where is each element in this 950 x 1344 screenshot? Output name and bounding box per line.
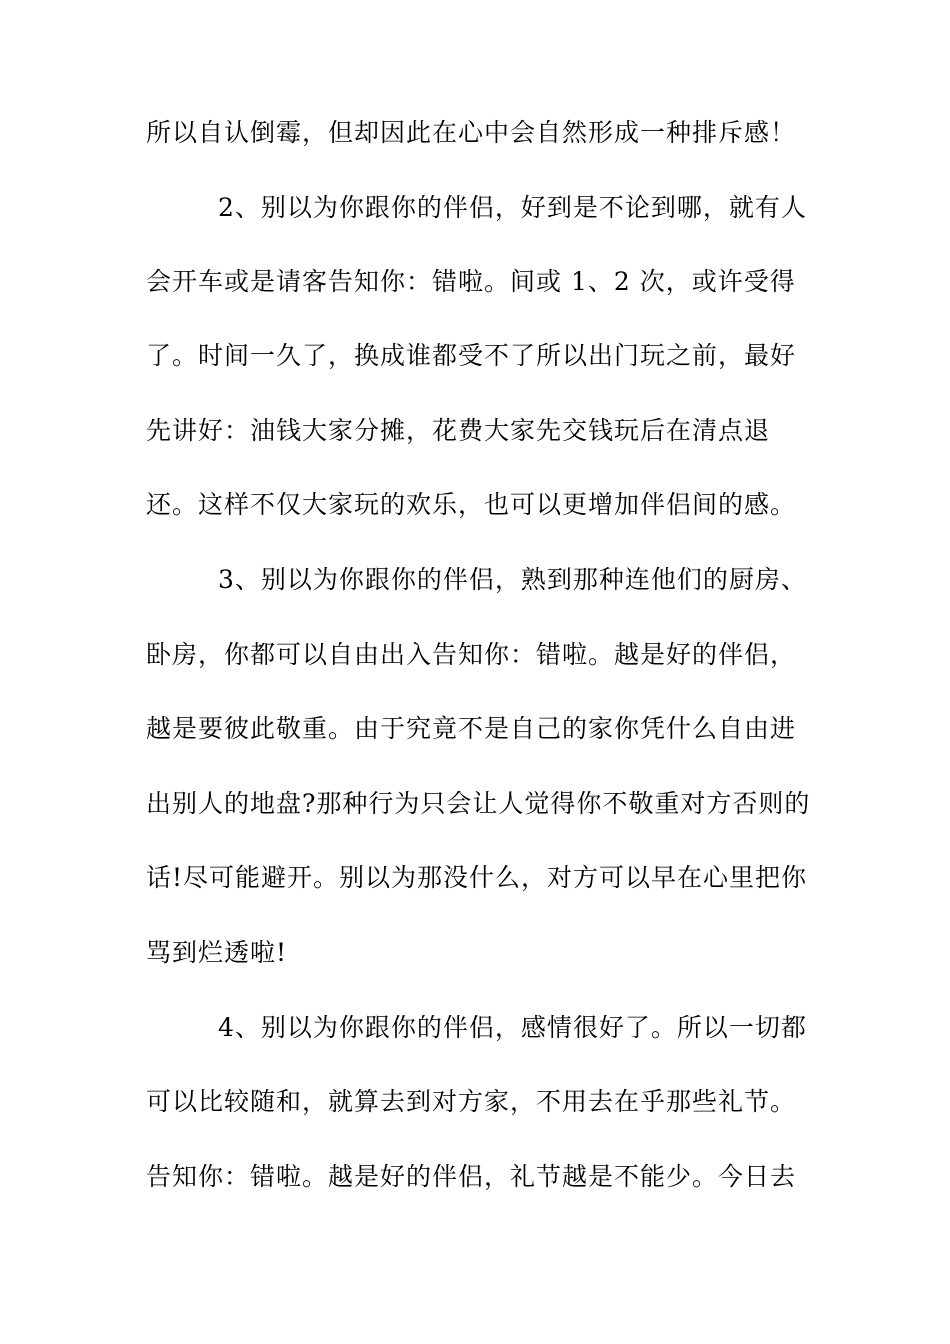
paragraph-2-first-line: 2、别以为你跟你的伴侣，好到是不论到哪，就有人: [218, 193, 807, 222]
text-line: 可以比较随和，就算去到对方家，不用去在乎那些礼节。: [146, 1087, 797, 1116]
text-line: 卧房，你都可以自由出入告知你：错啦。越是好的伴侣，: [146, 640, 797, 669]
text-line: 还。这样不仅大家玩的欢乐，也可以更增加伴侣间的感。: [146, 490, 797, 519]
paragraph-3-first-line: 3、别以为你跟你的伴侣，熟到那种连他们的厨房、: [218, 565, 807, 594]
text-line: 越是要彼此敬重。由于究竟不是自己的家你凭什么自由进: [146, 714, 797, 743]
text-line: 骂到烂透啦!: [146, 938, 288, 967]
text-line: 话!尽可能避开。别以为那没什么，对方可以早在心里把你: [146, 863, 808, 892]
text-line: 会开车或是请客告知你：错啦。间或 1、2 次，或许受得: [146, 267, 796, 296]
paragraph-4-first-line: 4、别以为你跟你的伴侣，感情很好了。所以一切都: [218, 1013, 807, 1042]
text-line: 出别人的地盘?那种行为只会让人觉得你不敬重对方否则的: [146, 789, 811, 818]
text-line: 所以自认倒霉，但却因此在心中会自然形成一种排斥感！: [146, 118, 797, 147]
text-line: 告知你：错啦。越是好的伴侣，礼节越是不能少。今日去: [146, 1162, 797, 1191]
text-line: 先讲好：油钱大家分摊，花费大家先交钱玩后在清点退: [146, 416, 771, 445]
text-line: 了。时间一久了，换成谁都受不了所以出门玩之前，最好: [146, 341, 797, 370]
